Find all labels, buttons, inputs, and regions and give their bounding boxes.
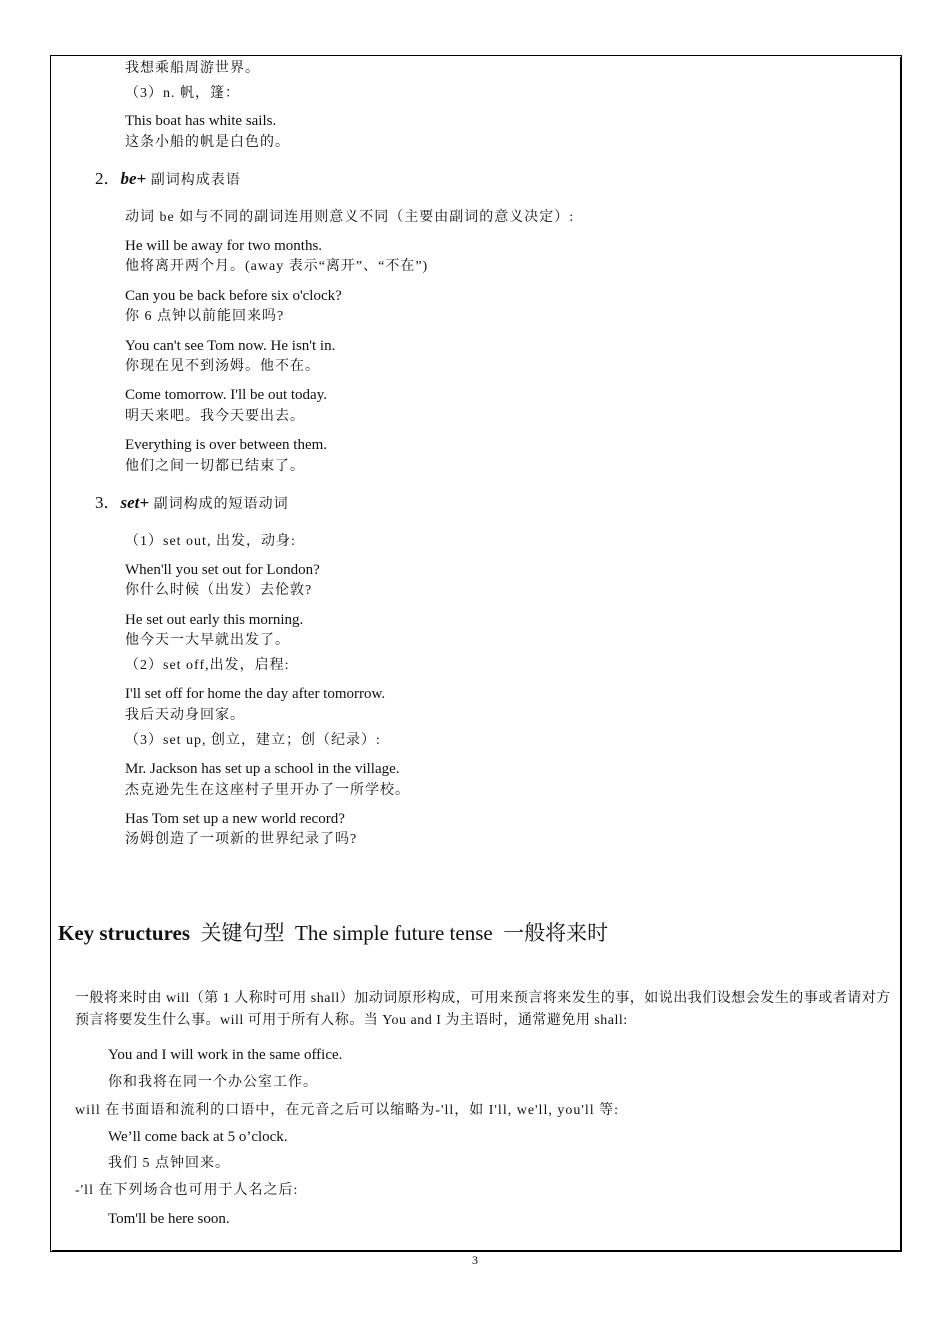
text-line: 杰克逊先生在这座村子里开办了一所学校。: [125, 783, 410, 798]
text-line: 明天来吧。我今天要出去。: [125, 409, 305, 424]
page-number: 3: [472, 1253, 478, 1267]
text-line: Tom'll be here soon.: [108, 1211, 230, 1227]
text-line: will 在书面语和流利的口语中，在元音之后可以缩略为-'ll，如 I'll, we'll, you'll 等:: [75, 1103, 620, 1118]
text-line: 他今天一大早就出发了。: [125, 633, 290, 648]
text-line: 汤姆创造了一项新的世界纪录了吗?: [125, 832, 358, 847]
text-line: 我想乘船周游世界。: [125, 61, 260, 76]
text-line: Can you be back before six o'clock?: [125, 288, 342, 304]
text-line: （3）set up, 创立，建立；创（纪录）:: [125, 733, 381, 748]
text-line: 我们 5 点钟回来。: [108, 1156, 230, 1171]
text-line: 他们之间一切都已结束了。: [125, 459, 305, 474]
text-line: He set out early this morning.: [125, 612, 304, 628]
text-line: I'll set off for home the day after tomorrow.: [125, 686, 386, 702]
text-line: When'll you set out for London?: [125, 562, 320, 578]
text-line: He will be away for two months.: [125, 238, 323, 254]
text-line: （2）set off,出发，启程:: [125, 658, 290, 673]
text-line: （3）n. 帆，篷：: [125, 86, 240, 101]
text-line: 动词 be 如与不同的副词连用则意义不同（主要由副词的意义决定）:: [125, 210, 575, 225]
section-heading: 2．be+ 副词构成表语: [95, 169, 241, 188]
frame-shadow-right: [900, 57, 902, 1251]
key-structures-heading: Key structures 关键句型 The simple future tense 一般将来时: [58, 921, 609, 945]
text-line: 他将离开两个月。(away 表示“离开”、“不在”): [125, 259, 429, 274]
text-line: You can't see Tom now. He isn't in.: [125, 338, 336, 354]
text-line: Everything is over between them.: [125, 437, 328, 453]
text-line: 你现在见不到汤姆。他不在。: [125, 359, 320, 374]
section-heading: 3．set+ 副词构成的短语动词: [95, 493, 289, 512]
text-line: 你 6 点钟以前能回来吗?: [125, 309, 285, 324]
text-line: 我后天动身回家。: [125, 708, 245, 723]
page-frame: [50, 55, 902, 1252]
text-line: 你和我将在同一个办公室工作。: [108, 1075, 318, 1090]
text-line: This boat has white sails.: [125, 113, 277, 129]
text-line: Come tomorrow. I'll be out today.: [125, 387, 327, 403]
frame-shadow-bottom: [52, 1250, 902, 1252]
text-line: You and I will work in the same office.: [108, 1047, 343, 1063]
intro-paragraph: 一般将来时由 will（第 1 人称时可用 shall）加动词原形构成，可用来预言将来发生的事，如说出我们设想会发生的事或者请对方预言将要发生什么事。will 可用于所有人称。当 You and I 为主语时，通常避免用 shall:: [75, 991, 891, 1028]
text-line: We’ll come back at 5 o’clock.: [108, 1129, 288, 1145]
text-line: 你什么时候（出发）去伦敦?: [125, 583, 313, 598]
text-line: Has Tom set up a new world record?: [125, 811, 345, 827]
text-line: -'ll 在下列场合也可用于人名之后:: [75, 1183, 299, 1198]
text-line: Mr. Jackson has set up a school in the village.: [125, 761, 400, 777]
text-line: （1）set out, 出发，动身:: [125, 534, 296, 549]
text-line: 这条小船的帆是白色的。: [125, 135, 290, 150]
